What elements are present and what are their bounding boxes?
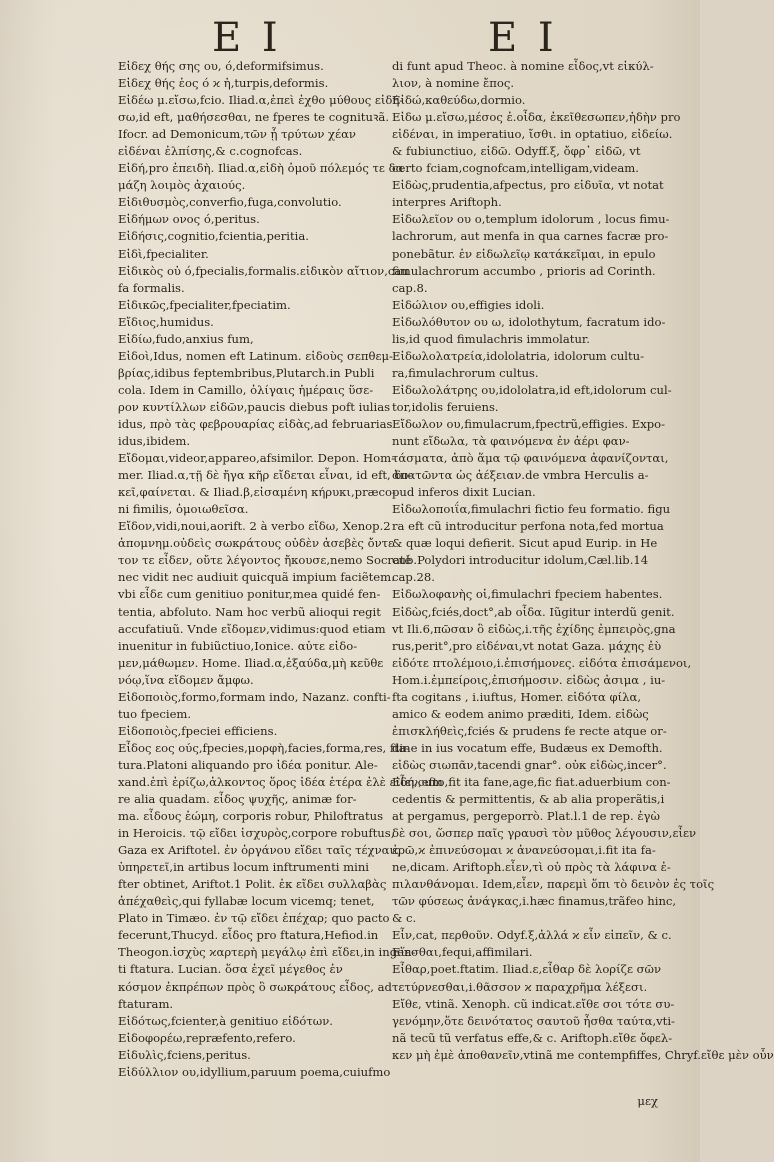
text-line: σω,id eft, μαθήσεσθαι, ne fperes te cognituꝛã. <box>118 110 390 125</box>
text-line: Εἴδομαι,videor,appareo,afsimilor. Depon. Hom- <box>118 451 396 466</box>
text-line: amico & eodem animo præditi, Idem. εἰδὼς <box>392 706 649 721</box>
text-line: Εἶδος εος ούς,fpecies,μορφὴ,facies,forma,res, fta- <box>118 740 410 755</box>
text-line: dine in ius vocatum effe, Budæus ex Demofth. <box>392 740 663 755</box>
text-line: inuenitur in fubiũctiuo,Ionice. αὐτε εἰδο- <box>118 638 358 653</box>
text-line: idus,ibidem. <box>118 434 191 449</box>
running-head-right: E I <box>488 15 558 61</box>
text-line: εἰδέναι ἐλπίσης,& c.cognofcas. <box>118 144 303 159</box>
text-line: Theogon.ἰσχὺς ϰαρτερὴ μεγάλῳ ἐπὶ εἴδει,in ingen- <box>118 945 416 960</box>
text-line: Εἰδωλόθυτον ου ω, idolothytum, facratum ido- <box>392 314 666 329</box>
text-line: & quæ loqui defierit. Sicut apud Eurip. in He <box>392 536 658 551</box>
text-line: Εἰδοφορέω,repræfento,refero. <box>118 1030 296 1045</box>
text-line: Εἰδήμων ονος ό,peritus. <box>118 212 260 227</box>
text-line: ἐρῶ,ϰ ἐπινεύσομαι ϰ ἀνανεύσομαι,i.fit ita fa- <box>392 843 656 858</box>
text-line: cola. Idem in Camillo, ὀλίγαις ἡμέραις ὕσε- <box>118 382 374 397</box>
text-line: nã tecũ tũ verfatus effe,& c. Ariftoph.εἴθε ὄφελ- <box>392 1030 673 1045</box>
text-line: certo fciam,cognofcam,intelligam,videam. <box>392 161 639 176</box>
text-line: cedentis & permittentis, & ab alia properãtis,i <box>392 792 665 807</box>
text-line: Εἰδήσις,cognitio,fcientia,peritia. <box>118 229 309 244</box>
text-line: Εἰδικῶς,fpecialiter,fpeciatim. <box>118 297 291 312</box>
text-line: Εἰδώ,καθεύδω,dormio. <box>392 93 526 108</box>
right-column <box>392 58 774 1064</box>
text-line: νόῳ,ἵνα εἴδομεν ἄμφω. <box>118 672 254 687</box>
text-line: idus, πρὸ τὰς φεβρουαρίας εἰδὰς,ad februarias <box>118 416 393 431</box>
text-line: Εἶθαρ,poet.ftatim. Iliad.ε,εἶθαρ δὲ λορίζε σῶν <box>392 962 662 977</box>
text-line: fecerunt,Thucyd. εἶδος pro ftatura,Hefiod.in <box>118 928 379 943</box>
text-line: Εἰδωλεῖον ου ο,templum idolorum , locus fimu- <box>392 212 670 227</box>
text-line: δὲ σοι, ὥσπερ παῖς γραυσὶ τὸν μῦθος λέγουσιν,εἶεν <box>392 826 697 841</box>
text-line: Εἰδω μ.εἴσω,μέσος ἐ.οἶδα, ἐκεῖθεσωπεν,ἡδὴν pro <box>392 110 681 125</box>
text-line: Εἰδὼς,fciés,doct°,ab οἶδα. Iũgitur interdũ genit. <box>392 604 675 619</box>
text-line: cap.8. <box>392 280 428 295</box>
text-line: re alia quadam. εἶδος ψυχῆς, animæ for- <box>118 792 357 807</box>
text-line: Εἰδὼς,prudentia,afpectus, pro εἰδυῖα, vt notat <box>392 178 664 193</box>
text-line: κόσμον ἐκπρέπων πρὸς ὃ σωκράτους εἶδος, ad <box>118 979 392 994</box>
text-line: Εἰδύλλιον ου,idyllium,paruum poema,cuiufmo <box>118 1064 391 1079</box>
text-line: Εἰδοποιὸς,fpeciei efficiens. <box>118 723 278 738</box>
running-head-left: E I <box>212 15 282 61</box>
text-line: βρίας,idibus feptembribus,Plutarch.in Publi <box>118 365 375 380</box>
text-line: ti ftatura. Lucian. ὅσα ἐχεῖ μέγεθος ἐν <box>118 962 343 977</box>
text-line: Εἵεσθαι,fequi,affimilari. <box>392 945 533 960</box>
text-line: ὑπηρετεῖ,in artibus locum inftrumenti mini <box>118 860 370 875</box>
text-line: Εἰδή,pro ἐπειδὴ. Iliad.α,εἰδὴ ὁμοῦ πόλεμός τε δα <box>118 161 404 176</box>
text-line: vt Ili.6,πῶσαν ὃ εἰδὼς,i.τῆς ἐχίδης ἐμπειρὸς,gna <box>392 621 676 636</box>
text-line: lis,id quod fimulachris immolatur. <box>392 331 590 346</box>
text-line: cub.Polydori introducitur idolum,Cæl.lib.14 <box>392 553 649 568</box>
text-line: Εἰδοὶ,Idus, nomen eft Latinum. εἰδοὺς σεπθεμ- <box>118 348 393 363</box>
text-line: Plato in Timæo. ἐν τῷ εἴδει ἐπέχαρ; quo pacto <box>118 911 390 926</box>
text-line: mer. Iliad.α,τῇ δὲ ἤγα κῆρ εἴδεται εἶναι, id eft, δο- <box>118 468 413 483</box>
text-line: Εἰδωλοφανὴς οἱ,fimulachri fpeciem habentes. <box>392 587 663 602</box>
text-line: Ifocr. ad Demonicum,τῶν ᾗ τρύτων χέαν <box>118 127 356 142</box>
text-line: Εἰδικὸς οὐ ό,fpecialis,formalis.εἰδικὸν αἴτιον,cau <box>118 263 409 278</box>
text-line: vbi εἶδε cum genitiuo ponitur,mea quidé fen- <box>118 587 381 602</box>
text-line: cap.28. <box>392 570 435 585</box>
text-line: τετύρνεσθαι,i.θᾶσσον ϰ παραχρῆμα λέξεσι. <box>392 979 648 994</box>
text-line: Εἰδυλὶς,fciens,peritus. <box>118 1047 251 1062</box>
text-line: Εἰδωλολάτρης ου,idololatra,id eft,idolorum cul- <box>392 382 672 397</box>
text-line: Εἶν,cat, περθοῦν. Odyf.ξ,ἀλλά ϰ εἶν εἰπεῖν, & c. <box>392 928 672 943</box>
text-line: Gaza ex Ariftotel. ἐν ὀργάνου εἴδει ταῖς τέχναις <box>118 843 401 858</box>
text-line: ἀπέχαθεὶς,qui fyllabæ locum vicemq; tenet, <box>118 894 375 909</box>
text-line: Εἴθε, vtinã. Xenoph. cũ indicat.εἴθε σοι τότε συ- <box>392 996 675 1011</box>
text-line: λιον, à nomine ἔπος. <box>392 76 515 91</box>
text-line: Εἰδιθυσμὸς,converfio,fuga,convolutio. <box>118 195 342 210</box>
text-line: Εἴδιος,humidus. <box>118 314 214 329</box>
text-line: Εἶεν,efto,fit ita fane,age,fic fiat.aduerbium con- <box>392 774 671 789</box>
text-line: in Heroicis. τῷ εἴδει ἰσχυρὸς,corpore robuftus, <box>118 826 395 841</box>
text-line: μεν,μάθωμεν. Home. Iliad.α,ἐξαύδα,μὴ κεῦθε <box>118 655 384 670</box>
text-line: Εἰδοποιὸς,formo,formam indo, Nazanz. confti- <box>118 689 391 704</box>
text-line: tor,idolis feruiens. <box>392 399 499 414</box>
text-line: tentia, abfoluto. Nam hoc verbũ alioqui regit <box>118 604 381 619</box>
text-line: Εἴδωλον ου,fimulacrum,fpectrũ,effigies. Expo- <box>392 416 666 431</box>
text-line: tuo fpeciem. <box>118 706 192 721</box>
text-line: pud inferos dixit Lucian. <box>392 485 536 500</box>
text-line: Εἰδέω μ.εἴσω,fcio. Iliad.α,ἐπεὶ ἐχθο μύθους εἰδή- <box>118 93 404 108</box>
text-line: xand.ἐπὶ ἐρίζω,ἀλκοντος ὅρος ἰδέα ἑτέρα ἐλὲ εἰδή,cum <box>118 774 443 789</box>
text-line: & fubiunctiuo, εἰδῶ. Odyff.ξ, ὄφρ᾽ εἰδῶ, vt <box>392 144 641 159</box>
text-line: ἀπατῶντα ὡς ἀέξειαν.de vmbra Herculis a- <box>392 468 649 483</box>
text-line: εἰδότε πτολέμοιο,i.ἐπισήμονες. εἰδότα ἐπισάμενοι, <box>392 655 692 670</box>
text-line: ponebãtur. ἐν εἰδωλεῖῳ κατάκεῖμαι, in epulo <box>392 246 656 261</box>
text-line: κεν μὴ ἐμὲ ἀποθανεῖν,vtinã me contempfiffes, Chryf.εἴθε μὲν οὖν <box>392 1047 774 1062</box>
text-line: accufatiuũ. Vnde εἴδομεν,vidimus:quod etiam <box>118 621 386 636</box>
text-line: & c. <box>392 911 417 926</box>
text-line: Εἰδότως,fcienter,à genitiuo εἰδότων. <box>118 1013 333 1028</box>
text-line: ἀπομνημ.οὐδεὶς σωκράτους οὐδὲν ἀσεβὲς ὄντε <box>118 536 395 551</box>
text-line: rus,perit°,pro εἰδέναι,vt notat Gaza. μάχης ἐὺ <box>392 638 662 653</box>
text-line: ἐπισκλήθεὶς,fciés & prudens fe recte atque or- <box>392 723 667 738</box>
text-line: εἰδὼς σιωπᾶν,tacendi gnar°. οὐκ εἰδὼς,incer°. <box>392 757 667 772</box>
text-line: interpres Ariftoph. <box>392 195 502 210</box>
text-line: Εἴδον,vidi,noui,aorift. 2 à verbo εἴδω, Xenop.2 <box>118 519 391 534</box>
text-line: εἰδέναι, in imperatiuo, ἴσθι. in optatiuo, εἰδείω. <box>392 127 673 142</box>
text-line: τον τε εἶδεν, οὔτε λέγοντος ἤκουσε,nemo Socraté <box>118 553 412 568</box>
text-line: τῶν φύσεως ἀνάγκας,i.hæc finamus,trãfeo hinc, <box>392 894 677 909</box>
text-line: πιλανθάνομαι. Idem,εἶεν, παρεμὶ ὅπι τὸ δεινὸν ἐς τοῖς <box>392 877 715 892</box>
text-line: ni fimilis, ὁμοιωθεῖσα. <box>118 502 249 517</box>
text-line: Εἰδεχ θής ἑος ό ϰ ἡ,turpis,deformis. <box>118 76 329 91</box>
text-line: Εἰδίω,fudo,anxius fum, <box>118 331 254 346</box>
text-line: Εἰδὶ,fpecialiter. <box>118 246 209 261</box>
text-line: ra,fimulachrorum cultus. <box>392 365 539 380</box>
text-line: at pergamus, pergeporrò. Plat.l.1 de rep. ἐγὼ <box>392 809 660 824</box>
text-line: fa formalis. <box>118 280 185 295</box>
text-line: τάσματα, ἀπὸ ἅμα τῷ φαινόμενα ἀφανίζονται, <box>392 451 669 466</box>
text-line: Εἰδωλολατρεία,idololatria, idolorum cultu- <box>392 348 645 363</box>
text-line: κεῖ,φαίνεται. & Iliad.β,εἰσαμένη κήρυκι,præco- <box>118 485 396 500</box>
text-line: ma. εἶδους ἑώμη, corporis robur, Philoftratus <box>118 809 384 824</box>
text-line: fter obtinet, Ariftot.1 Polit. ἐκ εἴδει συλλαβὰς <box>118 877 387 892</box>
text-line: Εἰδεχ θής σης ου, ό,deformifsimus. <box>118 59 324 73</box>
text-line: ne,dicam. Ariftoph.εἶεν,τὶ οὐ πρὸς τὰ λάφινα ἐ- <box>392 860 671 875</box>
text-line: nec vidit nec audiuit quicquã impium faciẽtem. <box>118 570 395 585</box>
text-line: tura.Platoni aliquando pro ἰδέα ponitur. Ale- <box>118 757 378 772</box>
text-line: Εἰδωλοποιΐα,fimulachri fictio feu formatio. figu <box>392 502 671 517</box>
text-line: ra eft cũ introducitur perfona nota,fed mortua <box>392 519 664 534</box>
text-line: fimulachrorum accumbo , prioris ad Corinth. <box>392 263 656 278</box>
text-line: μάζη λοιμὸς ἀχαιούς. <box>118 178 246 193</box>
text-line: lachrorum, aut menfa in qua carnes facræ pro- <box>392 229 669 244</box>
text-line: ρον κυντίλλων εἰδῶν,paucis diebus poft iulias <box>118 399 391 414</box>
text-line: Hom.i.ἐμπείροις,ἐπισήμοσιν. εἰδὼς ἀσιμα , iu- <box>392 672 666 687</box>
text-line: di funt apud Theoc. à nomine εἶδος,vt εἰκύλ- <box>392 59 654 73</box>
text-line: γενόμην,ὅτε δεινότατος σαυτοῦ ἦσθα ταύτα,vti- <box>392 1013 675 1028</box>
text-line: fta cogitans , i.iuftus, Homer. εἰδότα φίλα, <box>392 689 642 704</box>
catchword: μεχ <box>637 1094 658 1108</box>
text-line: ftaturam. <box>118 996 174 1011</box>
text-line: nunt εἴδωλα, τὰ φαινόμενα ἐν ἀέρι φαν- <box>392 434 630 449</box>
text-line: Εἰδώλιον ου,effigies idoli. <box>392 297 545 312</box>
